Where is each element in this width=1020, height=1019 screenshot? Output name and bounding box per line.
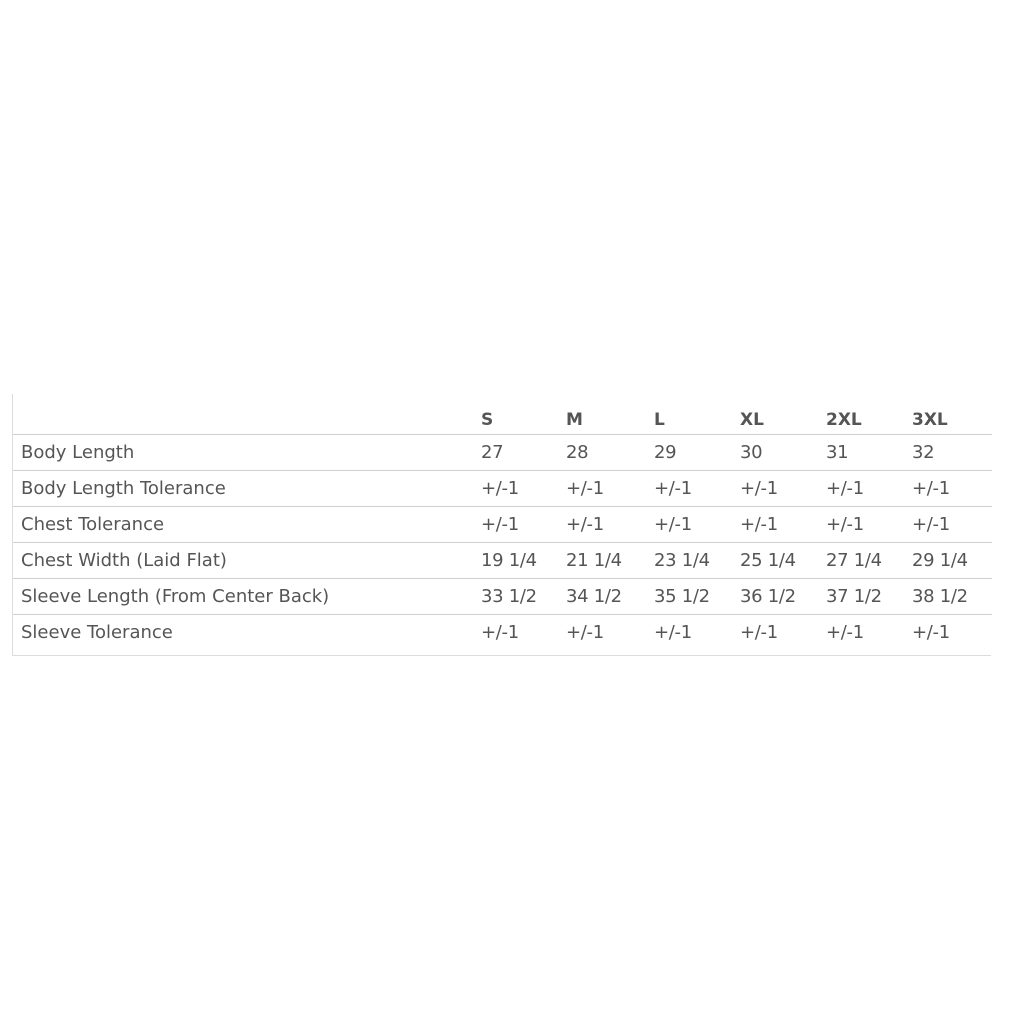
size-header-s: S	[473, 394, 558, 435]
table-row-chest-tolerance	[13, 507, 992, 543]
table-cell: 36 1/2	[732, 579, 818, 615]
table-cell: +/-1	[566, 622, 604, 643]
table-cell: 29 1/4	[904, 543, 992, 579]
table-cell: +/-1	[904, 471, 992, 507]
table-cell: 21 1/4	[558, 543, 646, 579]
table-row-chest-width	[13, 543, 992, 579]
table-cell: +/-1	[654, 622, 692, 643]
table-cell: +/-1	[732, 471, 818, 507]
size-header-m: M	[558, 394, 646, 435]
size-header-l: L	[646, 394, 732, 435]
table-cell: +/-1	[818, 471, 904, 507]
table-cell: +/-1	[732, 507, 818, 543]
table-cell: +/-1	[481, 622, 519, 643]
table-row-sleeve-tolerance	[13, 615, 992, 651]
table-row-body-length	[13, 435, 992, 471]
table-cell: +/-1	[818, 507, 904, 543]
table-cell: +/-1	[473, 471, 558, 507]
size-chart-table	[13, 394, 992, 650]
size-header-row	[13, 394, 992, 435]
row-label: Chest Tolerance	[13, 507, 473, 543]
table-cell: +/-1	[740, 622, 778, 643]
table-cell: 28	[558, 435, 646, 471]
table-cell: +/-1	[473, 507, 558, 543]
table-cell: +/-1	[646, 507, 732, 543]
size-header-3xl: 3XL	[904, 394, 992, 435]
table-cell: 38 1/2	[904, 579, 992, 615]
table-cell: 33 1/2	[473, 579, 558, 615]
table-cell: 35 1/2	[646, 579, 732, 615]
table-cell: +/-1	[558, 471, 646, 507]
size-header-xl: XL	[732, 394, 818, 435]
table-cell: 25 1/4	[732, 543, 818, 579]
table-cell: 27 1/4	[818, 543, 904, 579]
row-label: Body Length	[13, 435, 473, 471]
table-cell: +/-1	[558, 507, 646, 543]
table-cell: +/-1	[912, 622, 950, 643]
table-cell: 23 1/4	[646, 543, 732, 579]
table-cell: +/-1	[904, 507, 992, 543]
row-label: Sleeve Length (From Center Back)	[13, 579, 473, 615]
size-chart	[12, 394, 991, 656]
table-cell: 29	[646, 435, 732, 471]
size-header-2xl: 2XL	[818, 394, 904, 435]
table-cell: 30	[732, 435, 818, 471]
row-label: Sleeve Tolerance	[21, 622, 173, 643]
table-row-body-length-tolerance	[13, 471, 992, 507]
table-cell: 19 1/4	[473, 543, 558, 579]
table-cell: 34 1/2	[558, 579, 646, 615]
table-cell: 31	[818, 435, 904, 471]
row-label: Body Length Tolerance	[13, 471, 473, 507]
table-cell: 32	[904, 435, 992, 471]
table-row-sleeve-length	[13, 579, 992, 615]
table-cell: +/-1	[646, 471, 732, 507]
corner-header-cell	[13, 394, 473, 435]
table-cell: +/-1	[826, 622, 864, 643]
table-cell: 37 1/2	[818, 579, 904, 615]
row-label: Chest Width (Laid Flat)	[13, 543, 473, 579]
table-cell: 27	[473, 435, 558, 471]
